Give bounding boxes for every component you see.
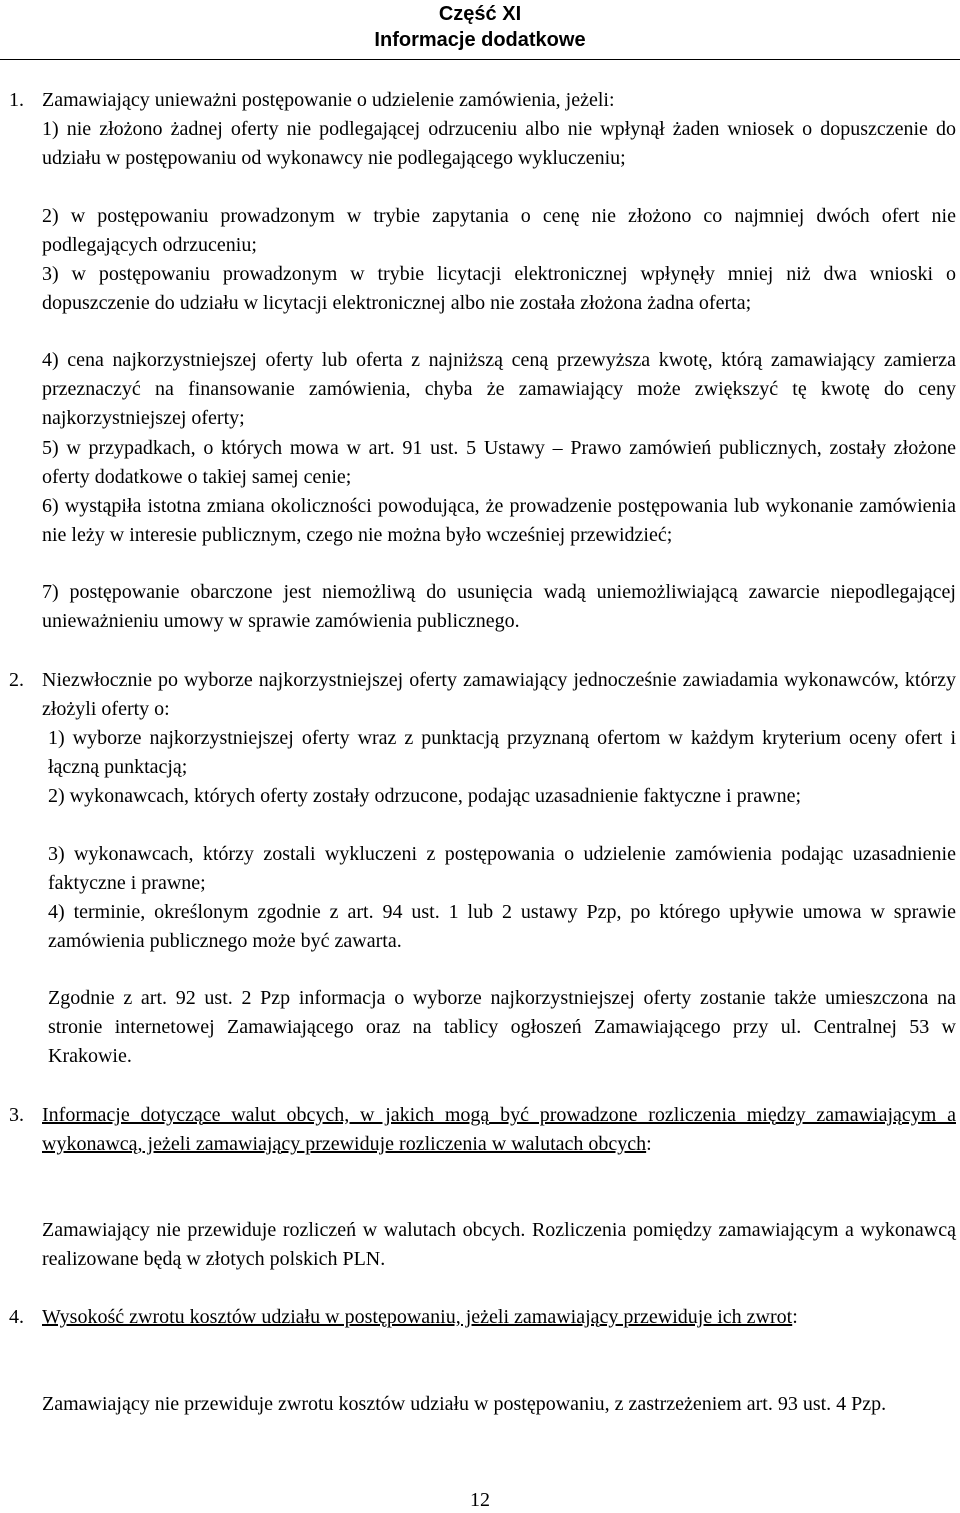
section-1-item-6: 6) wystąpiła istotna zmiana okoliczności powodująca, że prowadzenie postępowania lub wykonanie zamówienia nie leży w interesie publicznym, czego nie można było wcześniej przewidzieć; — [42, 495, 956, 546]
section-2-item-1: 1) wyborze najkorzystniejszej oferty wraz z punktacją przyznaną ofertom w każdym kryterium oceny ofert i łączną punktacją; — [48, 727, 956, 778]
section-2-note: Zgodnie z art. 92 ust. 2 Pzp informacja o wyborze najkorzystniejszej oferty zostanie także umieszczona na stronie internetowej Zamawiającego oraz na tablicy ogłoszeń Zamawiającego przy ul. Centralnej 53 w Krakowie. — [48, 987, 956, 1067]
section-4-heading-colon: : — [792, 1306, 798, 1328]
part-subtitle: Informacje dodatkowe — [374, 29, 586, 51]
page-number: 12 — [470, 1489, 490, 1511]
section-1-intro: Zamawiający unieważni postępowanie o udzielenie zamówienia, jeżeli: — [42, 89, 615, 111]
section-2-intro: Niezwłocznie po wyborze najkorzystniejszej oferty zamawiający jednocześnie zawiadamia wykonawców, którzy złożyli oferty o: — [42, 669, 956, 720]
section-3-heading-colon: : — [646, 1133, 652, 1155]
section-3-heading — [42, 1101, 956, 1159]
section-3-heading-text: Informacje dotyczące walut obcych, w jakich mogą być prowadzone rozliczenia między zamawiającym a wykonawcą, jeżeli zamawiający przewiduje rozliczenia w walutach obcych — [42, 1104, 956, 1155]
section-2-item-2: 2) wykonawcach, których oferty zostały odrzucone, podając uzasadnienie faktyczne i prawne; — [48, 785, 802, 807]
section-3-number: 3. — [9, 1104, 24, 1126]
section-2-item-4: 4) terminie, określonym zgodnie z art. 94 ust. 1 lub 2 ustawy Pzp, po którego upływie umowa w sprawie zamówienia publicznego może być zawarta. — [48, 901, 956, 952]
section-1-item-1: 1) nie złożono żadnej oferty nie podlegającej odrzuceniu albo nie wpłynął żaden wniosek o dopuszczenie do udziału w postępowaniu od wykonawcy nie podlegającego wykluczeniu; — [42, 118, 956, 169]
section-3-text: Zamawiający nie przewiduje rozliczeń w walutach obcych. Rozliczenia pomiędzy zamawiającym a wykonawcą realizowane będą w złotych polskich PLN. — [42, 1219, 956, 1270]
section-4-heading — [42, 1303, 956, 1332]
section-4-heading-text: Wysokość zwrotu kosztów udziału w postępowaniu, jeżeli zamawiający przewiduje ich zwrot — [42, 1306, 793, 1328]
section-1-item-2: 2) w postępowaniu prowadzonym w trybie zapytania o cenę nie złożono co najmniej dwóch ofert nie podlegających odrzuceniu; — [42, 205, 956, 256]
section-2-number: 2. — [9, 669, 24, 691]
part-title: Część XI — [438, 3, 522, 25]
section-1-item-7: 7) postępowanie obarczone jest niemożliwą do usunięcia wadą uniemożliwiającą zawarcie niepodlegającej unieważnieniu umowy w sprawie zamówienia publicznego. — [42, 581, 956, 632]
section-4-text: Zamawiający nie przewiduje zwrotu kosztów udziału w postępowaniu, z zastrzeżeniem art. 93 ust. 4 Pzp. — [42, 1393, 887, 1415]
page-header — [0, 0, 960, 60]
section-1-item-4: 4) cena najkorzystniejszej oferty lub oferta z najniższą ceną przewyższa kwotę, którą zamawiający zamierza przeznaczyć na finansowanie zamówienia, chyba że zamawiający może zwiększyć tę kwotę do ceny najkorzystniejszej oferty; — [42, 349, 956, 429]
section-1-item-3: 3) w postępowaniu prowadzonym w trybie licytacji elektronicznej wpłynęły mniej niż dwa wnioski o dopuszczenie do udziału w licytacji elektronicznej albo nie została złożona żadna oferta; — [42, 263, 956, 314]
section-1-item-5: 5) w przypadkach, o których mowa w art. 91 ust. 5 Ustawy – Prawo zamówień publicznych, zostały złożone oferty dodatkowe o takiej samej cenie; — [42, 437, 956, 488]
section-1-number: 1. — [9, 89, 24, 111]
section-4-number: 4. — [9, 1306, 24, 1328]
section-2-item-3: 3) wykonawcach, którzy zostali wykluczeni z postępowania o udzielenie zamówienia podając uzasadnienie faktyczne i prawne; — [48, 843, 956, 894]
